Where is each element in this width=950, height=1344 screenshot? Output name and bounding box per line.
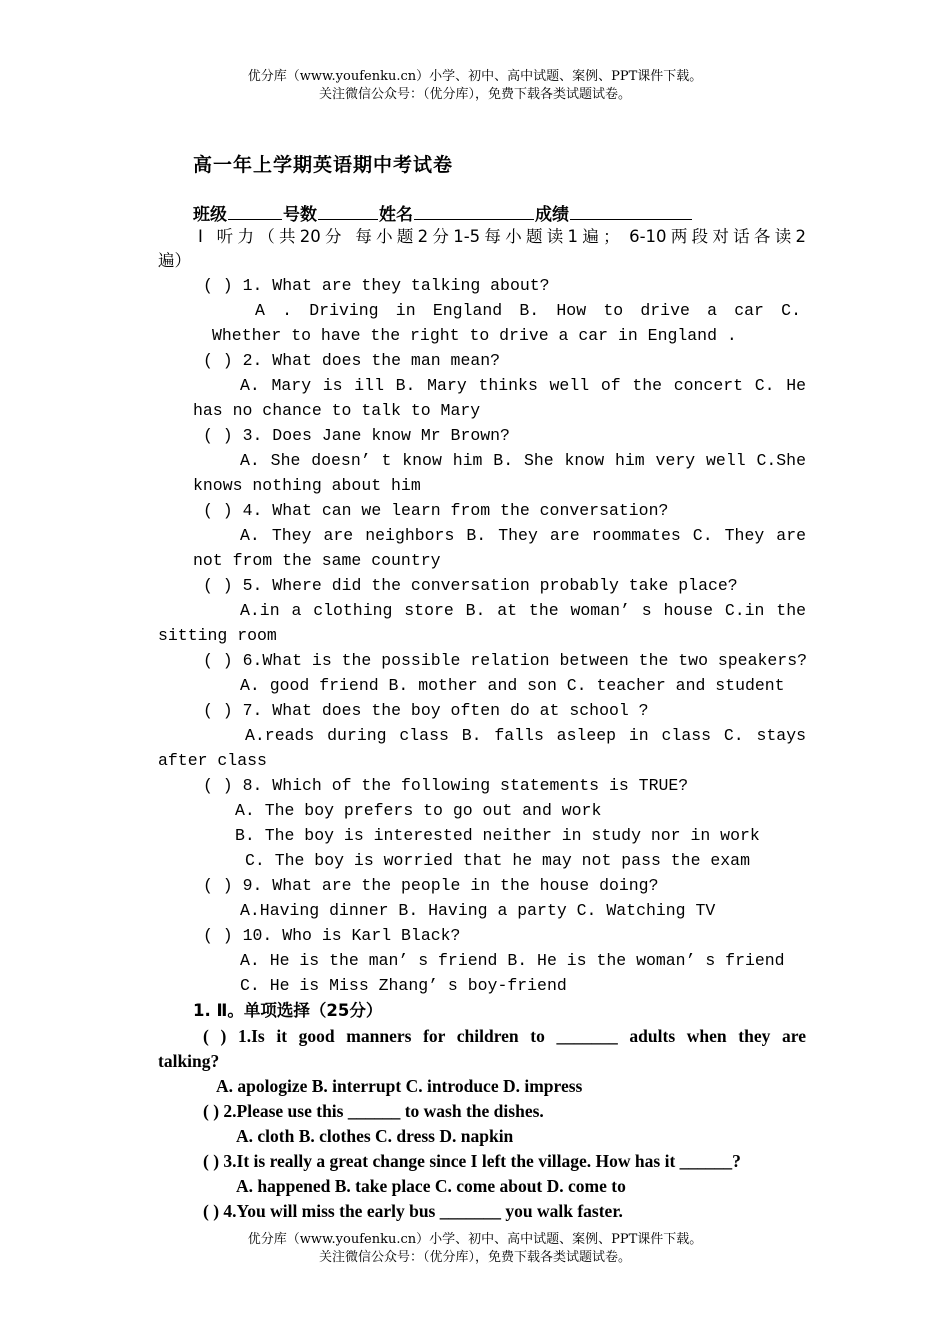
listening-options: A.Having dinner B. Having a party C. Watching TV [240,901,716,920]
section1-heading-line1: Ⅰ 听力（共20分 每小题2分1-5每小题读1遍； 6-10两段对话各读2 [198,227,806,246]
number-label: 号数 [283,205,317,225]
listening-question: ( ) 4. What can we learn from the conversation? [203,501,669,520]
name-blank [414,203,534,220]
listening-question: ( ) 1. What are they talking about? [203,276,550,295]
listening-question: ( ) 3. Does Jane know Mr Brown? [203,426,510,445]
listening-question: ( ) 2. What does the man mean? [203,351,501,370]
listening-options: A. They are neighbors B. They are roommates C. They are [240,526,806,545]
score-label: 成绩 [535,205,569,225]
listening-question: ( ) 5. Where did the conversation probably take place? [203,576,738,595]
choice-question: ( ) 2.Please use this ______ to wash the dishes. [203,1101,544,1121]
footer-line-2: 关注微信公众号：（优分库），免费下载各类试题试卷。 [318,1250,631,1265]
choice-question: ( ) 3.It is really a great change since I left the village. How has it ______? [203,1151,741,1171]
listening-options: B. The boy is interested neither in study nor in work [235,826,760,845]
student-info-row [193,200,693,225]
listening-options: A . Driving in England B. How to drive a car C. [255,301,801,320]
listening-options: A. The boy prefers to go out and work [235,801,602,820]
listening-options: after class [158,751,267,770]
listening-options: not from the same country [193,551,441,570]
listening-options: sitting room [158,626,277,645]
class-label: 班级 [193,205,227,225]
listening-options: A. Mary is ill B. Mary thinks well of the concert C. He [240,376,806,395]
listening-options: A. good friend B. mother and son C. teacher and student [240,676,785,695]
page-title: 高一年上学期英语期中考试卷 [193,154,454,176]
name-label: 姓名 [379,205,413,225]
listening-question: ( ) 7. What does the boy often do at school ? [203,701,649,720]
listening-options: has no chance to talk to Mary [193,401,481,420]
listening-question: ( ) 8. Which of the following statements is TRUE? [203,776,689,795]
footer-line-1: 优分库（www.youfenku.cn）小学、初中、高中试题、案例、PPT课件下载。 [247,1232,703,1247]
choice-options: A. cloth B. clothes C. dress D. napkin [236,1126,514,1146]
listening-options: A. He is the man’ s friend B. He is the woman’ s friend [240,951,785,970]
choice-question: talking? [158,1051,220,1071]
listening-question: ( ) 6.What is the possible relation between the two speakers? [203,651,807,670]
choice-options: A. happened B. take place C. come about D. come to [236,1176,626,1196]
listening-options: Whether to have the right to drive a car in England . [212,326,737,345]
section1-heading-line2: 遍） [158,251,191,270]
listening-options: A. She doesn’ t know him B. She know him very well C.She [240,451,806,470]
class-blank [228,203,282,220]
choice-question: ( ) 1.Is it good manners for children to _______ adults when they are [203,1026,806,1046]
number-blank [318,203,378,220]
listening-options: knows nothing about him [193,476,421,495]
choice-question: ( ) 4.You will miss the early bus _______ you walk faster. [203,1201,623,1221]
listening-question: ( ) 10. Who is Karl Black? [203,926,461,945]
listening-options: C. He is Miss Zhang’ s boy-friend [240,976,567,995]
listening-options: A.reads during class B. falls asleep in class C. stays [245,726,806,745]
score-blank [570,203,692,220]
listening-options: A.in a clothing store B. at the woman’ s house C.in the [240,601,806,620]
section2-heading: 1. Ⅱ。单项选择（25分） [193,1001,383,1020]
listening-options: C. The boy is worried that he may not pass the exam [245,851,750,870]
choice-options: A. apologize B. interrupt C. introduce D. impress [216,1076,583,1096]
header-line-2: 关注微信公众号：（优分库），免费下载各类试题试卷。 [318,87,631,102]
listening-question: ( ) 9. What are the people in the house doing? [203,876,659,895]
header-line-1: 优分库（www.youfenku.cn）小学、初中、高中试题、案例、PPT课件下载。 [247,69,703,84]
